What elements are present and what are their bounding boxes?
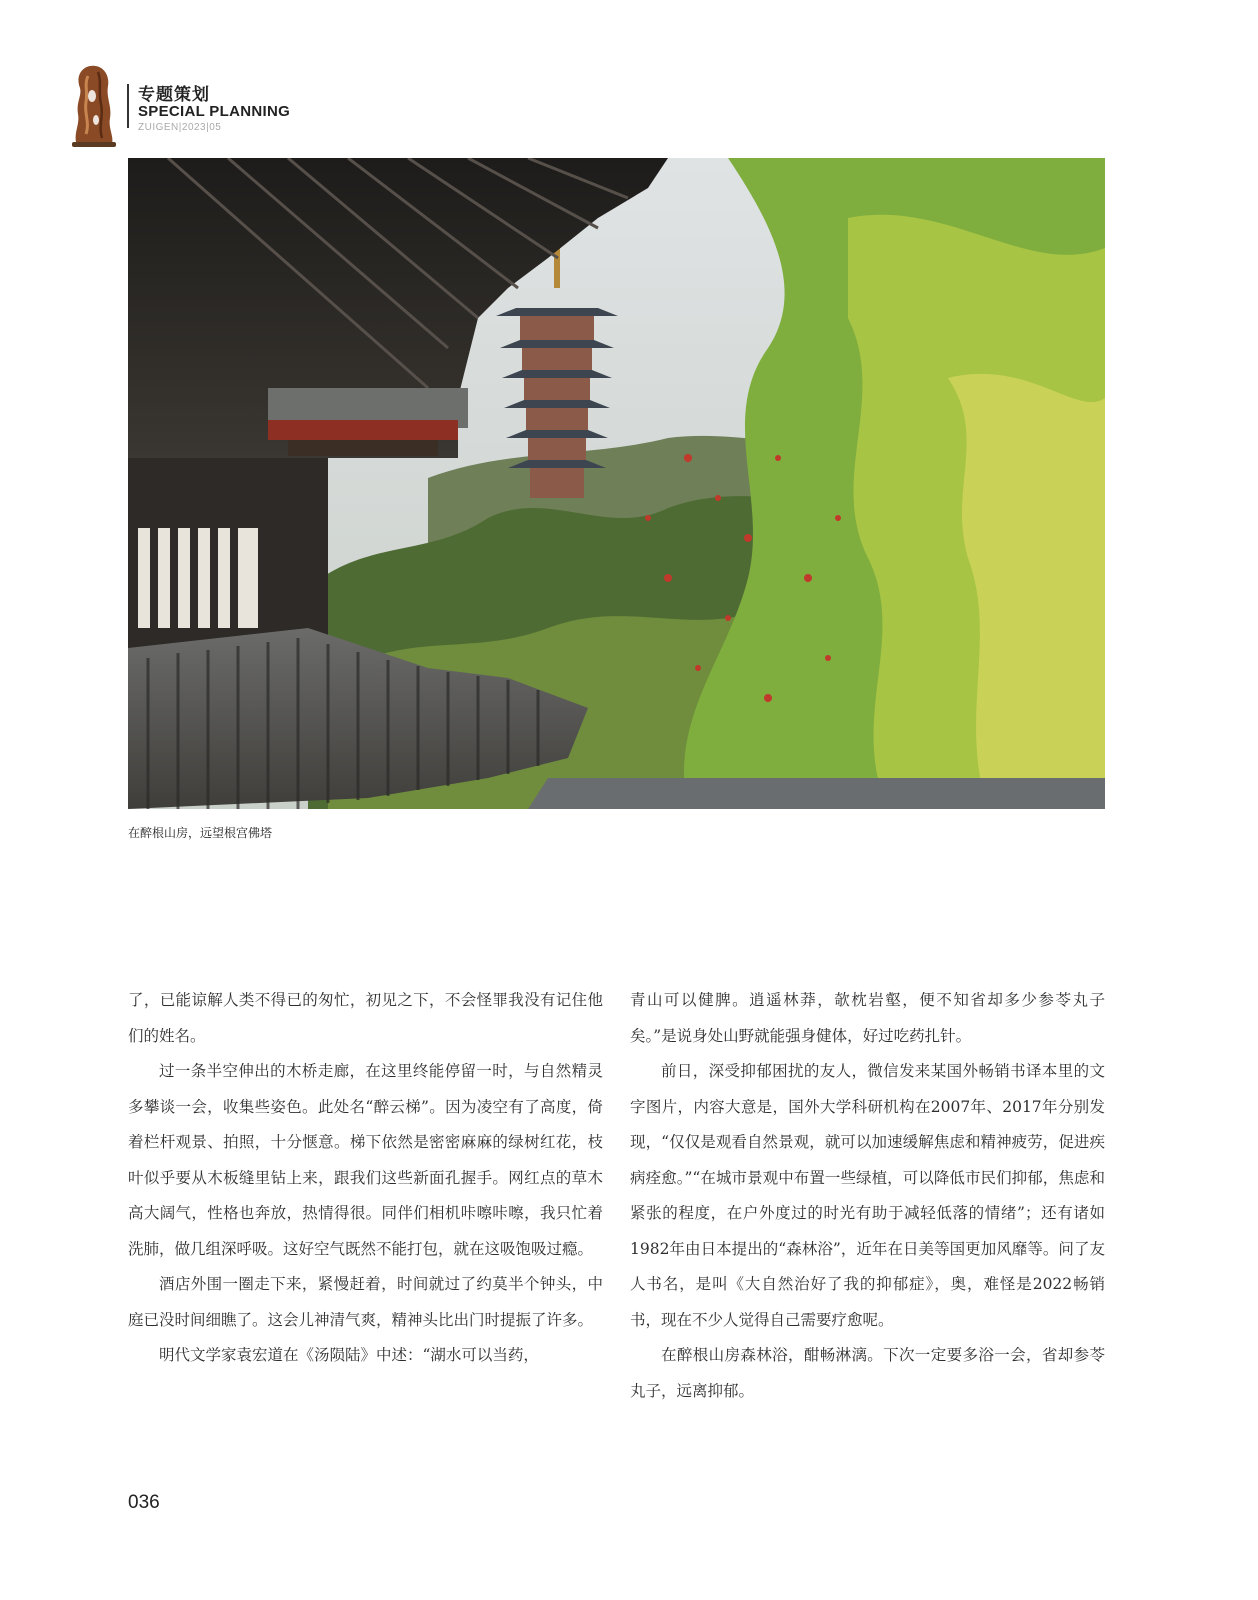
header-divider [127, 84, 129, 128]
text-column-left [128, 983, 603, 1374]
feature-photo [128, 158, 1105, 809]
paragraph: 青山可以健脾。逍遥林莽，欹枕岩壑，便不知省却多少参苓丸子矣。”是说身处山野就能强身健体，好过吃药扎针。 [630, 991, 1105, 1045]
section-title-cn: 专题策划 [138, 85, 210, 105]
photo-caption: 在醉根山房，远望根宫佛塔 [128, 826, 273, 840]
rock-sculpture-logo-icon [70, 62, 118, 148]
paragraph: 了，已能谅解人类不得已的匆忙，初见之下，不会怪罪我没有记住他们的姓名。 [128, 991, 603, 1045]
issue-code: ZUIGEN|2023|05 [138, 122, 222, 133]
paragraph: 过一条半空伸出的木桥走廊，在这里终能停留一时，与自然精灵多攀谈一会，收集些姿色。此处名“醉云梯”。因为凌空有了高度，倚着栏杆观景、拍照，十分惬意。梯下依然是密密麻麻的绿树红花，枝叶似乎要从木板缝里钻上来，跟我们这些新面孔握手。网红点的草木高大阔气，性格也奔放，热情得很。同伴们相机咔嚓咔嚓，我只忙着洗肺，做几组深呼吸。这好空气既然不能打包，就在这吸饱吸过瘾。 [128, 1062, 603, 1258]
paragraph: 前日，深受抑郁困扰的友人，微信发来某国外畅销书译本里的文字图片，内容大意是，国外大学科研机构在2007年、2017年分别发现，“仅仅是观看自然景观，就可以加速缓解焦虑和精神疲劳，促进疾病痊愈。”“在城市景观中布置一些绿植，可以降低市民们抑郁，焦虑和紧张的程度，在户外度过的时光有助于减轻低落的情绪”；还有诸如1982年由日本提出的“森林浴”，近年在日美等国更加风靡等。问了友人书名，是叫《大自然治好了我的抑郁症》，奥，难怪是2022畅销书，现在不少人觉得自己需要疗愈呢。 [630, 1062, 1105, 1329]
page-number: 036 [128, 1492, 160, 1513]
paragraph: 明代文学家袁宏道在《汤陨陆》中述：“湖水可以当药， [159, 1346, 539, 1364]
paragraph: 酒店外围一圈走下来，紧慢赶着，时间就过了约莫半个钟头，中庭已没时间细瞧了。这会儿神清气爽，精神头比出门时提振了许多。 [128, 1275, 603, 1329]
text-column-right [630, 983, 1105, 1409]
section-title-en: SPECIAL PLANNING [138, 103, 291, 120]
paragraph: 在醉根山房森林浴，酣畅淋漓。下次一定要多浴一会，省却参苓丸子，远离抑郁。 [630, 1346, 1105, 1400]
